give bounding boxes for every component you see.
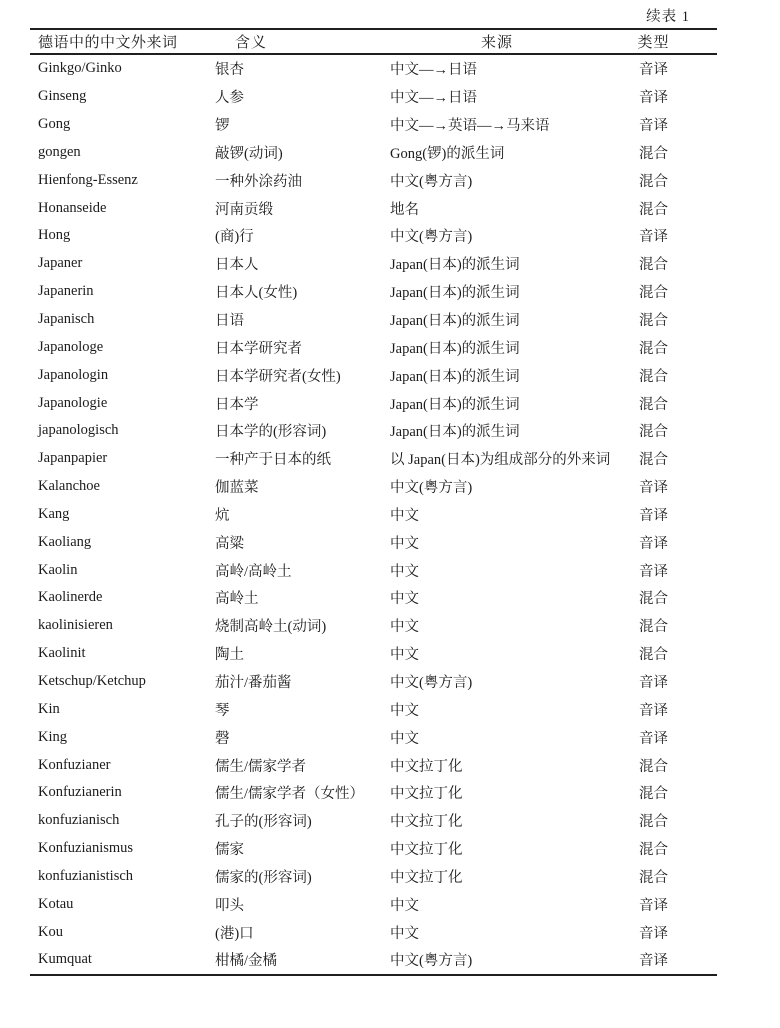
cell-source: 中文	[390, 897, 419, 914]
cell-type: 音译	[639, 925, 668, 942]
cell-source: Japan(日本)的派生词	[390, 368, 520, 385]
cell-meaning: 柑橘/金橘	[215, 953, 278, 970]
cell-source: 中文	[390, 619, 419, 636]
cell-word: Ginseng	[38, 88, 87, 105]
cell-word: Ketschup/Ketchup	[38, 672, 146, 689]
cell-type: 混合	[639, 313, 668, 330]
cell-source: 地名	[390, 201, 419, 218]
cell-type: 混合	[639, 424, 668, 441]
cell-type: 音译	[639, 480, 668, 497]
cell-type: 音译	[639, 953, 668, 970]
cell-meaning: 茄汁/番茄酱	[215, 674, 292, 691]
cell-type: 混合	[639, 758, 668, 775]
table-row	[30, 139, 717, 167]
cell-source: 中文(粤方言)	[390, 674, 473, 691]
cell-meaning: 锣	[215, 118, 230, 135]
cell-meaning: 敲锣(动词)	[215, 145, 283, 162]
cell-source: 中文拉丁化	[390, 786, 463, 803]
cell-meaning: (商)行	[215, 229, 254, 246]
table-row	[30, 751, 717, 779]
cell-meaning: 人参	[215, 90, 244, 107]
cell-source: Japan(日本)的派生词	[390, 424, 520, 441]
cell-type: 音译	[639, 535, 668, 552]
cell-meaning: 伽蓝菜	[215, 480, 259, 497]
cell-word: Japaner	[38, 255, 83, 272]
table-row	[30, 166, 717, 194]
table-row	[30, 640, 717, 668]
loanwords-table	[30, 28, 717, 976]
table-row	[30, 556, 717, 584]
cell-meaning: 高粱	[215, 535, 244, 552]
cell-meaning: 一种产于日本的纸	[215, 452, 331, 469]
table-row	[30, 668, 717, 696]
cell-type: 音译	[639, 674, 668, 691]
cell-source: Japan(日本)的派生词	[390, 313, 520, 330]
cell-word: kaolinisieren	[38, 617, 113, 634]
cell-meaning: 日本学	[215, 396, 259, 413]
table-row	[30, 918, 717, 946]
table-row	[30, 695, 717, 723]
cell-type: 混合	[639, 201, 668, 218]
cell-type: 音译	[639, 563, 668, 580]
header-source: 来源	[480, 35, 513, 51]
cell-word: Kalanchoe	[38, 478, 100, 495]
cell-meaning: 儒家的(形容词)	[215, 869, 312, 886]
cell-type: 混合	[639, 257, 668, 274]
table-row	[30, 807, 717, 835]
cell-source: 中文拉丁化	[390, 758, 463, 775]
cell-meaning: 一种外涂药油	[215, 173, 302, 190]
cell-meaning: 烧制高岭土(动词)	[215, 619, 327, 636]
cell-word: konfuzianisch	[38, 812, 120, 829]
cell-type: 混合	[639, 814, 668, 831]
cell-meaning: 银杏	[215, 62, 244, 79]
cell-source: 中文	[390, 563, 419, 580]
cell-meaning: 日本学研究者(女性)	[215, 368, 341, 385]
cell-type: 混合	[639, 647, 668, 664]
cell-source: 中文	[390, 507, 419, 524]
cell-word: Ginkgo/Ginko	[38, 60, 122, 77]
cell-word: Kaolin	[38, 561, 78, 578]
table-row	[30, 111, 717, 139]
cell-word: japanologisch	[38, 422, 119, 439]
cell-meaning: 高岭土	[215, 591, 259, 608]
table-row	[30, 835, 717, 863]
cell-word: Japanisch	[38, 311, 95, 328]
cell-meaning: 日本人(女性)	[215, 285, 298, 302]
cell-meaning: 儒家	[215, 842, 244, 859]
cell-type: 音译	[639, 90, 668, 107]
cell-type: 音译	[639, 730, 668, 747]
cell-source: 中文	[390, 730, 419, 747]
cell-word: Kaolinerde	[38, 589, 103, 606]
table-row	[30, 528, 717, 556]
cell-source: 中文(粤方言)	[390, 173, 473, 190]
cell-meaning: (港)口	[215, 925, 254, 942]
table-row	[30, 333, 717, 361]
cell-type: 混合	[639, 869, 668, 886]
cell-meaning: 日语	[215, 313, 244, 330]
cell-type: 音译	[639, 897, 668, 914]
cell-source: 中文	[390, 591, 419, 608]
cell-word: Japanpapier	[38, 450, 108, 467]
table-row	[30, 194, 717, 222]
table-row	[30, 946, 717, 974]
table-row	[30, 417, 717, 445]
table-row	[30, 584, 717, 612]
cell-type: 混合	[639, 396, 668, 413]
table-row	[30, 473, 717, 501]
cell-type: 混合	[639, 619, 668, 636]
cell-meaning: 儒生/儒家学者	[215, 758, 307, 775]
cell-type: 混合	[639, 368, 668, 385]
cell-source: 中文—→日语	[390, 62, 477, 79]
cell-word: Japanologin	[38, 366, 109, 383]
cell-meaning: 磬	[215, 730, 230, 747]
cell-type: 音译	[639, 118, 668, 135]
cell-meaning: 儒生/儒家学者（女性）	[215, 786, 365, 803]
cell-source: Japan(日本)的派生词	[390, 257, 520, 274]
cell-meaning: 日本学的(形容词)	[215, 424, 327, 441]
cell-word: Kaoliang	[38, 533, 92, 550]
cell-word: Gong	[38, 116, 71, 133]
cell-source: 中文—→英语—→马来语	[390, 118, 550, 135]
cell-source: Gong(锣)的派生词	[390, 145, 505, 162]
cell-type: 音译	[639, 62, 668, 79]
header-german-word: 德语中的中文外来词	[38, 35, 178, 51]
header-type: 类型	[637, 35, 670, 51]
cell-word: Konfuzianer	[38, 756, 111, 773]
cell-type: 混合	[639, 786, 668, 803]
cell-type: 混合	[639, 452, 668, 469]
cell-source: 中文拉丁化	[390, 869, 463, 886]
table-header-row	[30, 30, 717, 55]
cell-source: Japan(日本)的派生词	[390, 340, 520, 357]
cell-meaning: 河南贡缎	[215, 201, 273, 218]
cell-word: gongen	[38, 143, 81, 160]
cell-meaning: 孔子的(形容词)	[215, 814, 312, 831]
table-row	[30, 222, 717, 250]
cell-word: King	[38, 728, 67, 745]
cell-word: Kin	[38, 700, 60, 717]
table-row	[30, 55, 717, 83]
cell-word: Kaolinit	[38, 645, 86, 662]
cell-type: 混合	[639, 173, 668, 190]
cell-meaning: 陶土	[215, 647, 244, 664]
cell-word: Japanerin	[38, 283, 94, 300]
cell-type: 混合	[639, 145, 668, 162]
table-row	[30, 361, 717, 389]
table-row	[30, 779, 717, 807]
header-meaning: 含义	[235, 35, 268, 51]
cell-word: Hong	[38, 227, 71, 244]
cell-word: Japanologe	[38, 338, 104, 355]
cell-source: 中文	[390, 702, 419, 719]
cell-source: 中文	[390, 925, 419, 942]
cell-source: 中文—→日语	[390, 90, 477, 107]
table-row	[30, 501, 717, 529]
cell-type: 音译	[639, 229, 668, 246]
cell-source: 中文	[390, 647, 419, 664]
cell-word: Kotau	[38, 895, 74, 912]
cell-source: 中文(粤方言)	[390, 480, 473, 497]
cell-meaning: 琴	[215, 702, 230, 719]
cell-source: 中文	[390, 535, 419, 552]
table-row	[30, 723, 717, 751]
cell-word: Kang	[38, 505, 70, 522]
cell-type: 音译	[639, 507, 668, 524]
cell-type: 混合	[639, 340, 668, 357]
continued-table-label: 续表 1	[646, 9, 690, 25]
cell-source: 中文拉丁化	[390, 814, 463, 831]
cell-word: Kumquat	[38, 951, 92, 968]
cell-word: konfuzianistisch	[38, 867, 134, 884]
cell-word: Konfuzianismus	[38, 840, 134, 857]
cell-meaning: 炕	[215, 507, 230, 524]
cell-type: 音译	[639, 702, 668, 719]
table-body	[30, 55, 717, 974]
cell-source: Japan(日本)的派生词	[390, 285, 520, 302]
cell-word: Konfuzianerin	[38, 784, 122, 801]
table-row	[30, 612, 717, 640]
cell-meaning: 日本人	[215, 257, 259, 274]
cell-word: Hienfong-Essenz	[38, 171, 138, 188]
table-row	[30, 83, 717, 111]
table-row	[30, 445, 717, 473]
cell-meaning: 日本学研究者	[215, 340, 302, 357]
table-row	[30, 306, 717, 334]
table-row	[30, 862, 717, 890]
cell-type: 混合	[639, 591, 668, 608]
table-row	[30, 890, 717, 918]
cell-word: Honanseide	[38, 199, 107, 216]
cell-source: 中文(粤方言)	[390, 229, 473, 246]
cell-source: 中文拉丁化	[390, 842, 463, 859]
cell-word: Japanologie	[38, 394, 108, 411]
cell-type: 混合	[639, 842, 668, 859]
cell-word: Kou	[38, 923, 63, 940]
cell-source: 以 Japan(日本)为组成部分的外来词	[390, 452, 611, 469]
table-row	[30, 278, 717, 306]
table-row	[30, 389, 717, 417]
cell-source: Japan(日本)的派生词	[390, 396, 520, 413]
cell-type: 混合	[639, 285, 668, 302]
cell-meaning: 叩头	[215, 897, 244, 914]
cell-meaning: 高岭/高岭土	[215, 563, 292, 580]
table-row	[30, 250, 717, 278]
cell-source: 中文(粤方言)	[390, 953, 473, 970]
